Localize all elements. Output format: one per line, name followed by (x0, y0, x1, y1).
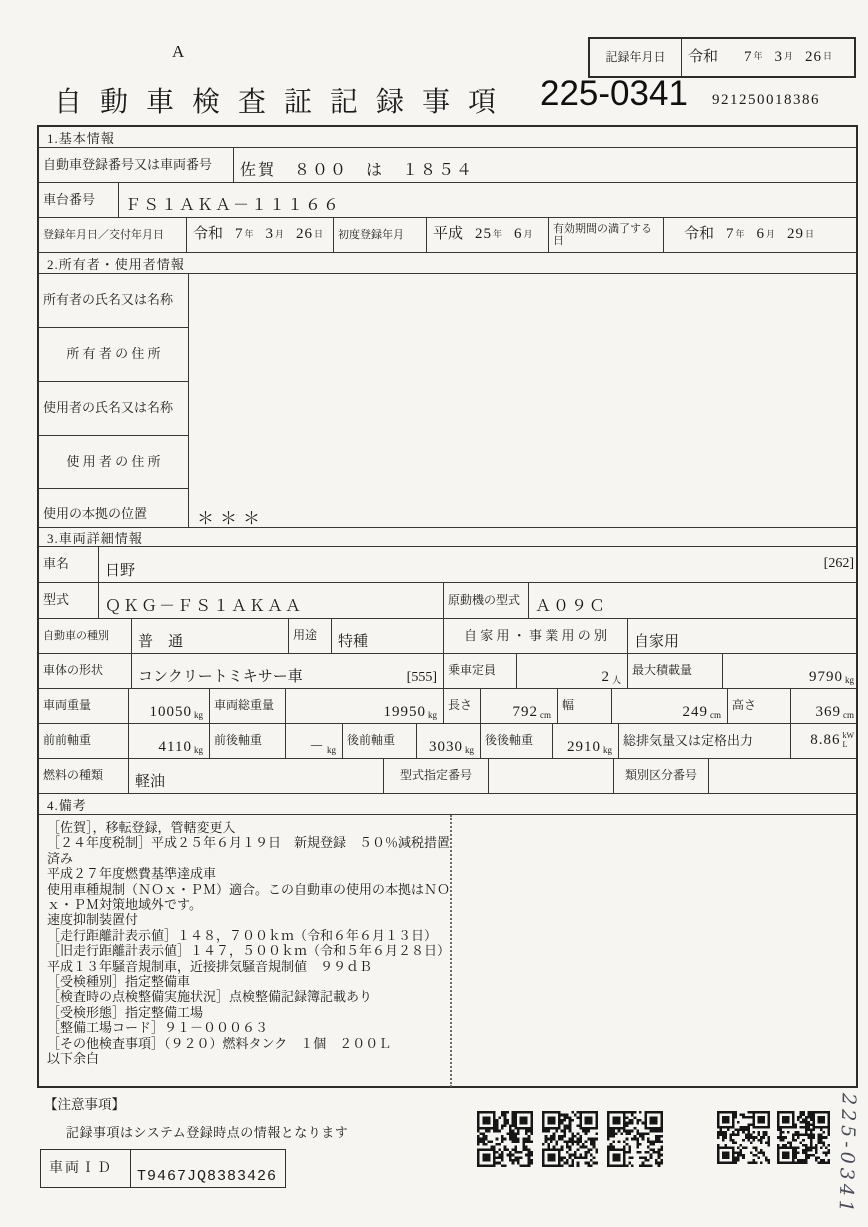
corner-mark: A (172, 42, 185, 61)
gross-weight-label: 車両総重量 (210, 689, 286, 723)
record-date-box (588, 37, 856, 78)
category-row (39, 619, 856, 654)
dates-row (39, 218, 856, 253)
category-class-value (709, 759, 860, 793)
vehicle-weight-label: 車両重量 (39, 689, 129, 723)
main-table (37, 125, 858, 1088)
qr-code-icon (717, 1111, 770, 1164)
vehicle-id-label: 車両ＩＤ (41, 1150, 131, 1187)
car-name-label: 車名 (39, 547, 99, 582)
page-title: 自動車検査証記録事項 (54, 87, 515, 118)
body-shape-label: 車体の形状 (39, 654, 132, 688)
remarks-line: 使用車種規制（ＮＯｘ・ＰＭ）適合。この自動車の使用の本拠はＮＯ (47, 881, 451, 897)
remarks-line: ［受検種別］指定整備車 (47, 974, 191, 990)
section2-heading: 2.所有者・使用者情報 (39, 253, 856, 274)
vehicle-category-value: 普 通 (132, 619, 289, 653)
remarks-line: ［整備工場コード］９１－０００６３ (47, 1020, 269, 1036)
private-business-label: 自 家 用 ・ 事 業 用 の 別 (444, 619, 628, 653)
remarks-line: ［佐賀］，移転登録，管轄変更入 (47, 820, 236, 835)
qr-code-icon (607, 1111, 663, 1167)
gross-weight-value: 19950 kg (286, 689, 444, 723)
registration-date-value: 令和 7 年 3 月 26 日 (187, 218, 334, 252)
car-name-value: 日野 (105, 563, 136, 580)
remarks-line: ［検査時の点検整備実施状況］点検整備記録簿記載あり (47, 989, 373, 1005)
use-value: 特種 (332, 619, 444, 653)
length-label: 長さ (444, 689, 481, 723)
remarks-line: ｘ・ＰＭ対策地域外です。 (47, 897, 202, 913)
weights-row (39, 689, 856, 724)
qr-code-group-1 (477, 1111, 663, 1167)
axle-weights-row (39, 724, 856, 759)
height-value: 369 cm (815, 704, 854, 721)
registration-date-label: 登録年月日／交付年月日 (39, 218, 187, 252)
handwritten-side-note: 225-0341 (834, 1092, 860, 1217)
qr-code-icon (777, 1111, 830, 1164)
record-date-label: 記録年月日 (590, 39, 682, 76)
type-designation-value (489, 759, 614, 793)
section1-heading: 1.基本情報 (39, 127, 856, 148)
qr-code-icon (542, 1111, 598, 1167)
first-registration-label: 初度登録年月 (334, 218, 427, 252)
remarks-line: 平成１３年騒音規制車，近接排気騒音規制値 ９９ｄＢ (47, 958, 373, 974)
remarks-line: 以下余白 (47, 1051, 100, 1067)
type-designation-label: 型式指定番号 (384, 759, 489, 793)
front-front-axle-value: 4110 kg (129, 724, 210, 758)
registration-number-value: 佐賀 ８００ は １８５４ (240, 162, 475, 180)
owner-user-values (197, 502, 847, 527)
remarks-line: 速度抑制装置付 (47, 912, 139, 928)
owner-name-label: 所有者の氏名又は名称 (39, 274, 188, 328)
displacement-label: 総排気量又は定格出力 (619, 724, 791, 758)
serial-number: 921250018386 (712, 92, 820, 108)
remarks-line: ［受検形態］指定整備工場 (47, 1004, 204, 1020)
fuel-type-value: 軽油 (129, 759, 384, 793)
doc-number: 225-0341 (540, 74, 688, 113)
front-rear-axle-label: 前後軸重 (210, 724, 286, 758)
remarks-line: 平成２７年度燃費基準達成車 (47, 866, 217, 882)
rear-rear-axle-label: 後後軸重 (481, 724, 553, 758)
width-label: 幅 (558, 689, 612, 723)
vehicle-id-value: T9467JQ8383426 (137, 1168, 278, 1186)
front-front-axle-label: 前前軸重 (39, 724, 129, 758)
engine-model-value: Ａ０９Ｃ (535, 598, 608, 616)
section4-heading: 4.備考 (39, 794, 856, 815)
owner-address-label: 所 有 者 の 住 所 (39, 328, 188, 382)
base-location-label: 使用の本拠の位置 (43, 505, 148, 521)
rear-front-axle-value: 3030 kg (417, 724, 481, 758)
rear-front-axle-label: 後前軸重 (343, 724, 417, 758)
base-location-value: ＊＊＊ (197, 509, 266, 528)
vehicle-id-box (40, 1149, 286, 1188)
car-name-code: [262] (823, 556, 854, 572)
chassis-number-value: ＦＳ１ＡＫＡ－１１１６６ (125, 197, 342, 215)
remarks-text (47, 820, 451, 1067)
first-registration-value: 平成 25 年 6 月 (427, 218, 549, 252)
model-label: 型式 (39, 583, 99, 618)
body-shape-code: [555] (406, 670, 437, 686)
registration-number-label: 自動車登録番号又は車両番号 (39, 148, 234, 182)
chassis-number-row (39, 183, 856, 218)
max-load-value: 9790 kg (809, 669, 854, 686)
capacity-label: 乗車定員 (444, 654, 517, 688)
vehicle-category-label: 自動車の種別 (39, 619, 132, 653)
max-load-label: 最大積載量 (628, 654, 723, 688)
front-rear-axle-value: － kg (286, 724, 343, 758)
fuel-row (39, 759, 856, 794)
user-address-label: 使 用 者 の 住 所 (39, 436, 188, 489)
owner-user-label-column (39, 274, 189, 527)
chassis-number-label: 車台番号 (39, 183, 119, 217)
notice-text: 記録事項はシステム登録時点の情報となります (66, 1125, 349, 1140)
model-row (39, 583, 856, 619)
capacity-value: 2 人 (517, 654, 628, 688)
model-value: ＱＫＧ－ＦＳ１ＡＫＡＡ (99, 583, 444, 618)
owner-user-block (39, 274, 856, 527)
private-business-value: 自家用 (634, 634, 680, 651)
qr-code-group-2 (717, 1111, 830, 1164)
expiry-date-label: 有効期間の満了する日 (549, 218, 664, 252)
fuel-type-label: 燃料の種類 (39, 759, 129, 793)
use-label: 用途 (289, 619, 332, 653)
section3-heading: 3.車両詳細情報 (39, 527, 856, 547)
height-label: 高さ (728, 689, 791, 723)
remarks-divider (450, 815, 452, 1087)
body-shape-row (39, 654, 856, 689)
displacement-value: 8.86 kW L (810, 731, 854, 749)
qr-code-icon (477, 1111, 533, 1167)
remarks-line: ［２４年度税制］平成２５年６月１９日 新規登録 ５０％減税措置 (47, 835, 451, 851)
category-class-label: 類別区分番号 (614, 759, 709, 793)
remarks-area (39, 815, 856, 1087)
user-name-label: 使用者の氏名又は名称 (39, 382, 188, 436)
expiry-date-value: 令和 7 年 6 月 29 日 (684, 226, 815, 243)
registration-number-row (39, 148, 856, 183)
car-name-row (39, 547, 856, 583)
notice-heading: 【注意事項】 (44, 1097, 125, 1112)
length-value: 792 cm (481, 689, 558, 723)
width-value: 249 cm (612, 689, 728, 723)
remarks-line: ［その他検査事項］（９２０）燃料タンク １個 ２００Ｌ (47, 1035, 392, 1051)
record-date-value: 令和 7 年 3 月 26 日 (688, 48, 833, 65)
body-shape-value: コンクリートミキサー車 [555] (132, 654, 444, 688)
remarks-line: ［旧走行距離計表示値］１４７，５００ｋｍ（令和５年６月２８日） (47, 943, 451, 959)
remarks-line: 済み (47, 850, 74, 866)
rear-rear-axle-value: 2910 kg (553, 724, 619, 758)
remarks-line: ［走行距離計表示値］１４８，７００ｋｍ（令和６年６月１３日） (47, 927, 438, 943)
engine-model-label: 原動機の型式 (444, 583, 529, 618)
vehicle-weight-value: 10050 kg (129, 689, 210, 723)
